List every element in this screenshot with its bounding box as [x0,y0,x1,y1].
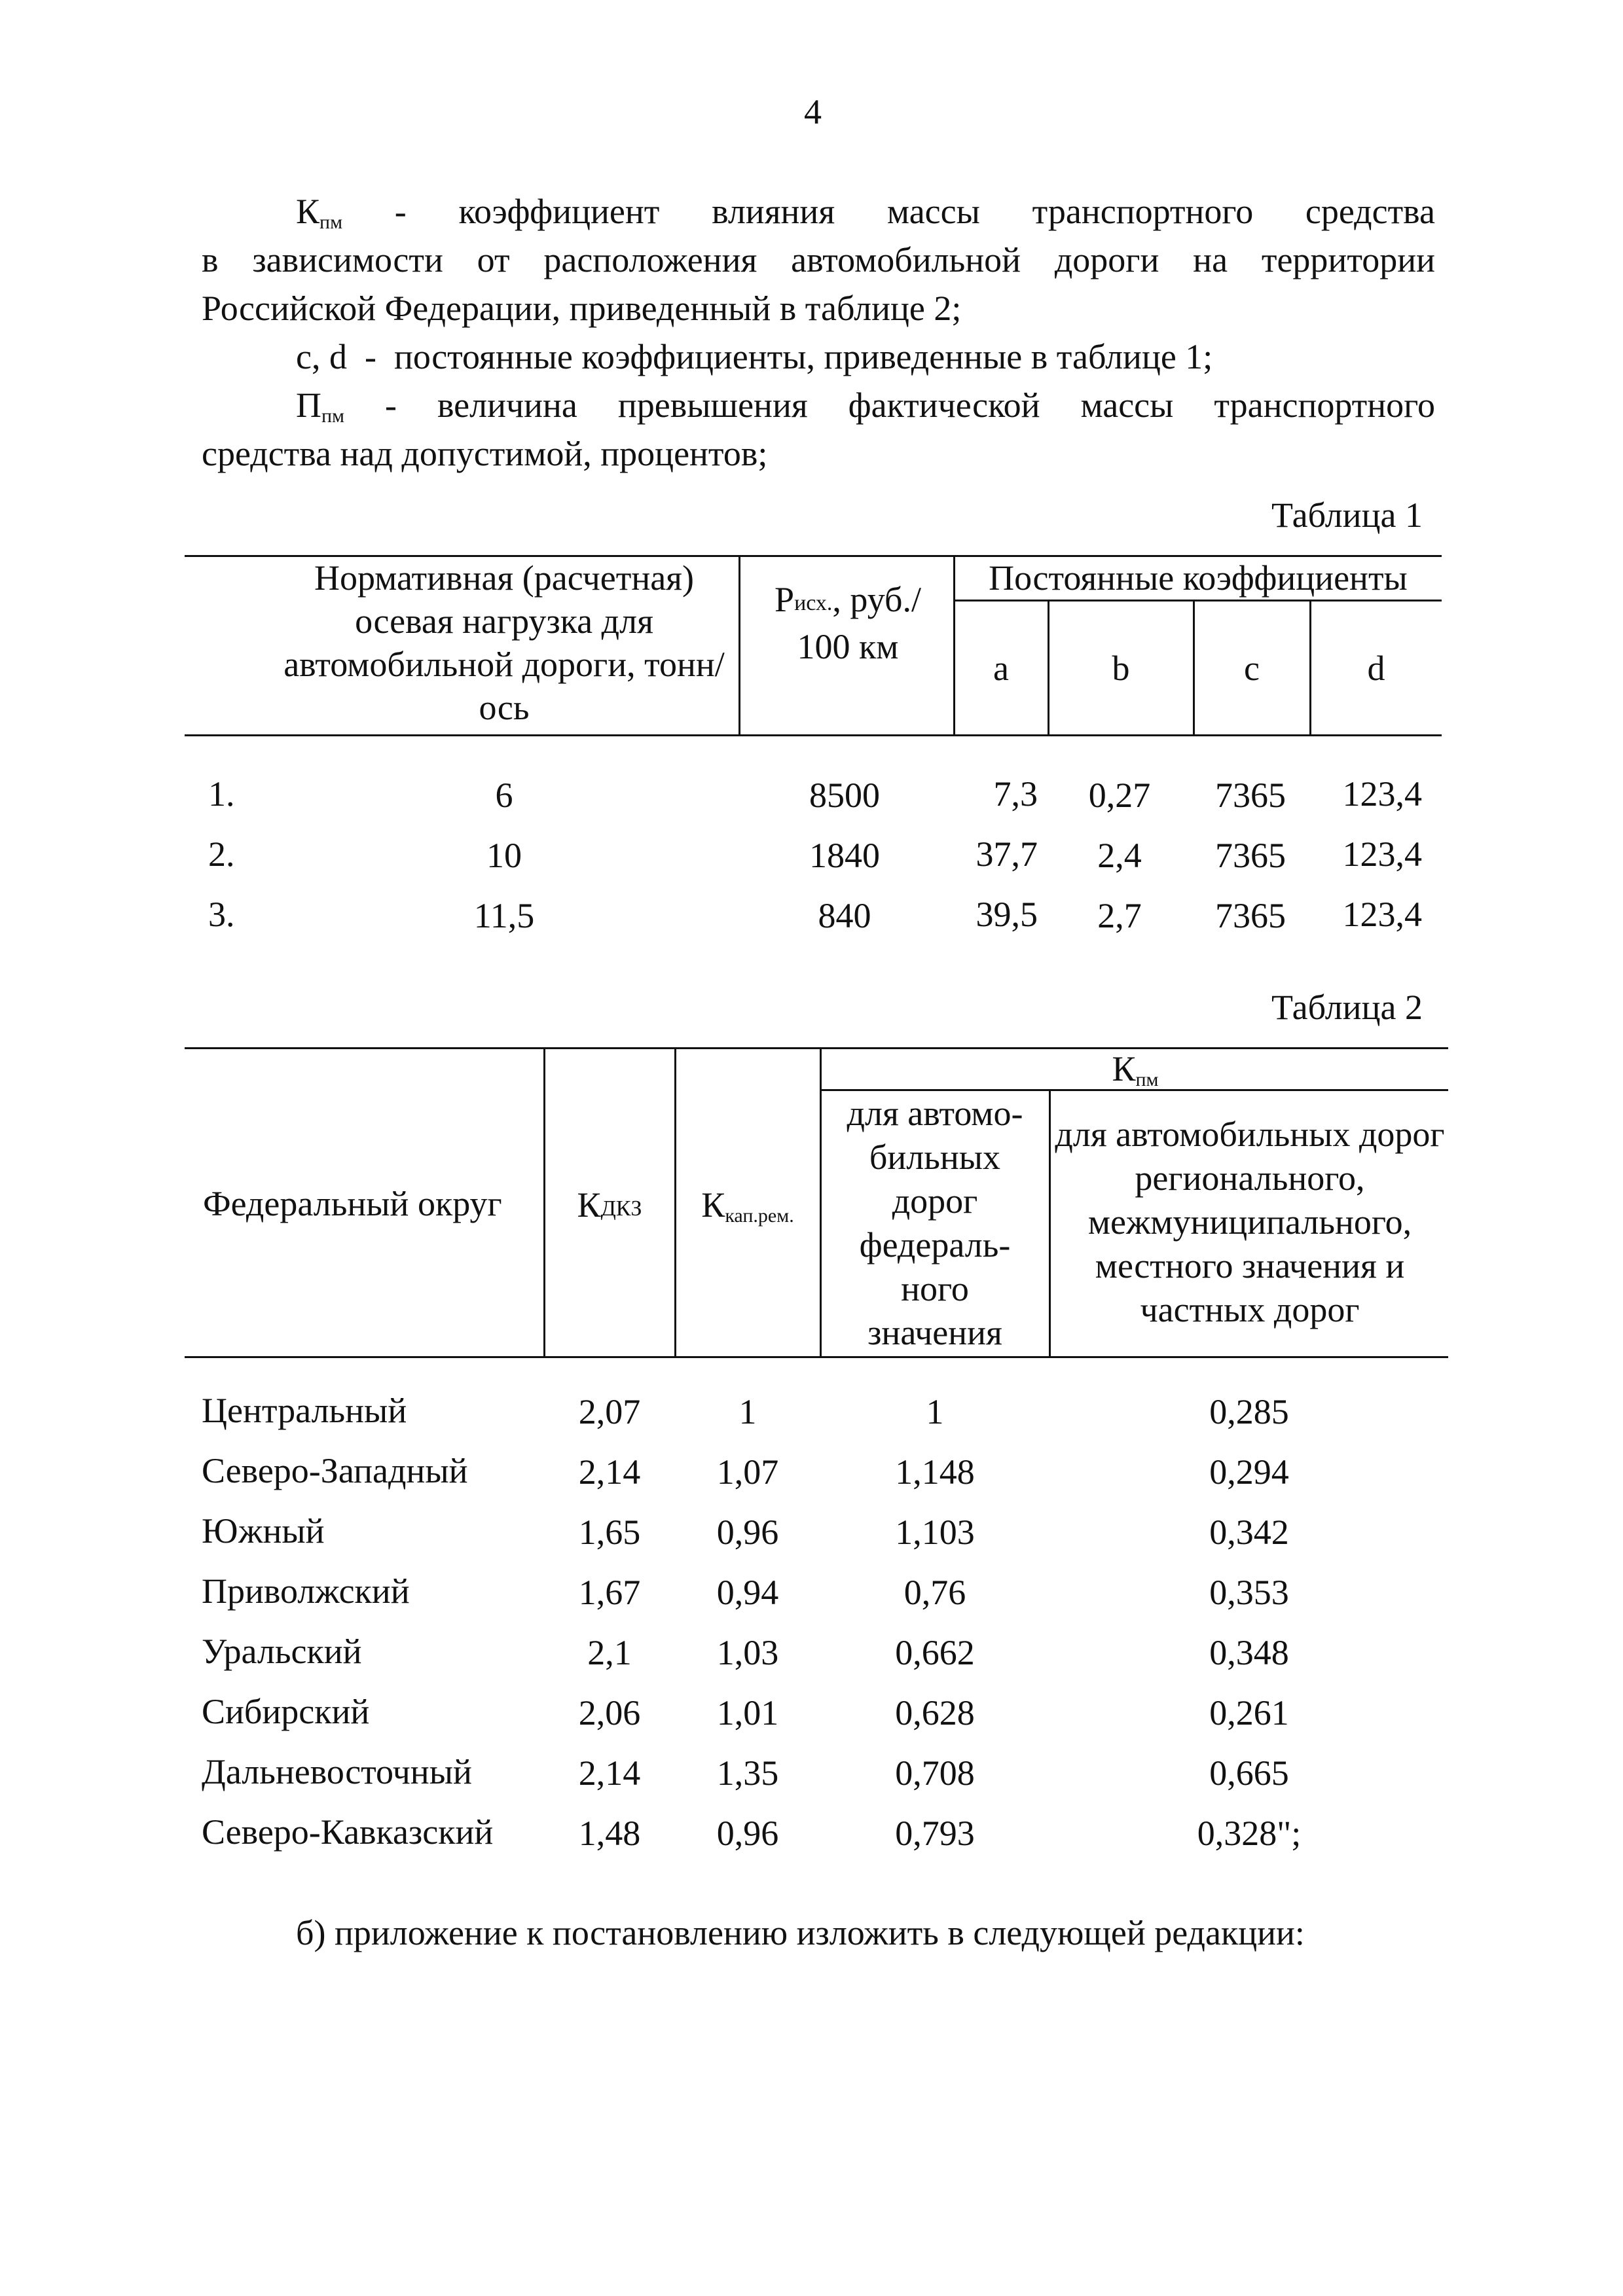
table2-row-fed: 1,148 [895,1452,975,1492]
ppm-symbol: Ппм [296,386,345,427]
table2-row-fed: 1,103 [895,1513,975,1552]
table2-row-kkap: 0,96 [716,1814,779,1853]
table2-row-kdkz: 2,1 [587,1633,632,1672]
table1-row-c: 7365 [1215,896,1286,935]
closing-paragraph: б) приложение к постановлению изложить в следующей редакции: [296,1913,1305,1952]
table1-caption: Таблица 1 [1271,495,1423,535]
table2-row-district: Уральский [202,1632,362,1671]
table2-row-district: Приволжский [202,1571,410,1611]
table2-row-reg: 0,261 [1209,1693,1289,1732]
table1-row-c: 7365 [1215,836,1286,875]
ppm-word: - [385,386,397,425]
kpm-word: транспортного [1032,192,1254,231]
table2-row-kkap: 1,35 [716,1753,779,1793]
table2-header-kpm: Кпм [1112,1049,1159,1090]
table2-row-kdkz: 2,14 [578,1753,641,1793]
definition-ppm-line1 [296,385,1435,425]
kpm-symbol: Кпм [296,192,343,233]
table2-header-regional: для автомобильных дорог регионального, межмуниципального, местного значения и частных дорог [1055,1115,1445,1329]
definition-kpm-line2: в зависимости от расположения автомобильной дороги на территории [202,240,1435,279]
table2-row-kdkz: 1,67 [578,1573,641,1612]
table2-row-district: Северо-Кавказский [202,1812,494,1852]
table1-header-p: Рисх., руб./ 100 км [775,580,921,666]
table1-row-d: 123,4 [1342,895,1422,934]
ppm-word: превышения [617,386,808,425]
table2-row-district: Северо-Западный [202,1451,468,1490]
table2-row-fed: 0,708 [895,1753,975,1793]
table1-row-num: 3. [208,895,235,934]
table1-row-num: 2. [208,834,235,874]
table2-row-district: Дальневосточный [202,1752,472,1791]
table2-row-district: Южный [202,1511,325,1551]
table2-row-kdkz: 2,06 [578,1693,641,1732]
kpm-word: средства [1305,192,1435,231]
table1-row-a: 37,7 [976,834,1038,874]
table2-row-reg: 0,665 [1209,1753,1289,1793]
kpm-word: - [394,192,407,231]
ppm-word: фактической [848,386,1040,425]
table1-row-p: 1840 [809,836,880,875]
definition-cd: c, d - постоянные коэффициенты, приведенные в таблице 1; [296,337,1213,376]
table2-row-kdkz: 2,07 [578,1392,641,1431]
table2-row-reg: 0,348 [1209,1633,1289,1672]
table2-row-fed: 0,793 [895,1814,975,1853]
table1-header-load: Нормативная (расчетная) осевая нагрузка для автомобильной дороги, тонн/ось [283,558,725,727]
kpm-word: влияния [712,192,835,231]
table2-row-fed: 0,662 [895,1633,975,1672]
table2-row-kdkz: 2,14 [578,1452,641,1492]
kpm-word: коэффициент [458,192,660,231]
table1-row-c: 7365 [1215,776,1286,815]
table2-row-district: Центральный [202,1391,407,1430]
table1-header-b: b [1112,649,1130,688]
table1-row-b: 2,4 [1097,836,1142,875]
table2-row-reg: 0,328"; [1197,1814,1302,1853]
table1-row-num: 1. [208,774,235,814]
table2-row-kkap: 1 [739,1392,757,1431]
table2-row-fed: 1 [926,1392,944,1431]
table1-row-b: 2,7 [1097,896,1142,935]
table1-row-p: 840 [818,896,871,935]
table2-header-kkap: Ккап.рем. [701,1185,794,1227]
table1-header-d: d [1367,649,1385,688]
table1-row-p: 8500 [809,776,880,815]
table2-row-kkap: 1,07 [716,1452,779,1492]
table2-row-reg: 0,342 [1209,1513,1289,1552]
table2-header-kdkz: КДКЗ [577,1185,642,1225]
table2-header-district: Федеральный округ [203,1184,502,1223]
table1-header-c: c [1244,649,1260,688]
table2-header-federal: для автомо-бильных дорог федераль-ного значения [847,1094,1023,1352]
ppm-word: транспортного [1214,386,1435,425]
table2-row-reg: 0,353 [1209,1573,1289,1612]
table2-row-fed: 0,628 [895,1693,975,1732]
table2-caption: Таблица 2 [1271,988,1423,1027]
table1-row-d: 123,4 [1342,834,1422,874]
table1-row-load: 10 [486,836,522,875]
definition-kpm-line3: Российской Федерации, приведенный в таблице 2; [202,289,962,328]
table1-row-load: 6 [495,776,513,815]
table1-row-d: 123,4 [1342,774,1422,814]
table1-row-b: 0,27 [1088,776,1151,815]
definition-ppm-line2: средства над допустимой, процентов; [202,434,768,473]
table2-row-kkap: 0,94 [716,1573,779,1612]
kpm-word: массы [886,192,980,231]
ppm-word: величина [437,386,577,425]
ppm-word: массы [1080,386,1174,425]
table2-row-kdkz: 1,65 [578,1513,641,1552]
table1-row-load: 11,5 [473,896,535,935]
table2-row-district: Сибирский [202,1692,370,1731]
page-number: 4 [804,92,822,132]
table2-row-kkap: 0,96 [716,1513,779,1552]
table2-row-fed: 0,76 [903,1573,966,1612]
definition-kpm-line1 [296,191,1435,232]
table2-row-kkap: 1,01 [716,1693,779,1732]
table2-row-kdkz: 1,48 [578,1814,641,1853]
table1-row-a: 39,5 [976,895,1038,934]
table2-row-reg: 0,285 [1209,1392,1289,1431]
table1-header-a: a [993,649,1009,688]
table2-row-kkap: 1,03 [716,1633,779,1672]
table1-header-coeffs: Постоянные коэффициенты [989,558,1408,598]
table2-row-reg: 0,294 [1209,1452,1289,1492]
table1-row-a: 7,3 [993,774,1038,814]
